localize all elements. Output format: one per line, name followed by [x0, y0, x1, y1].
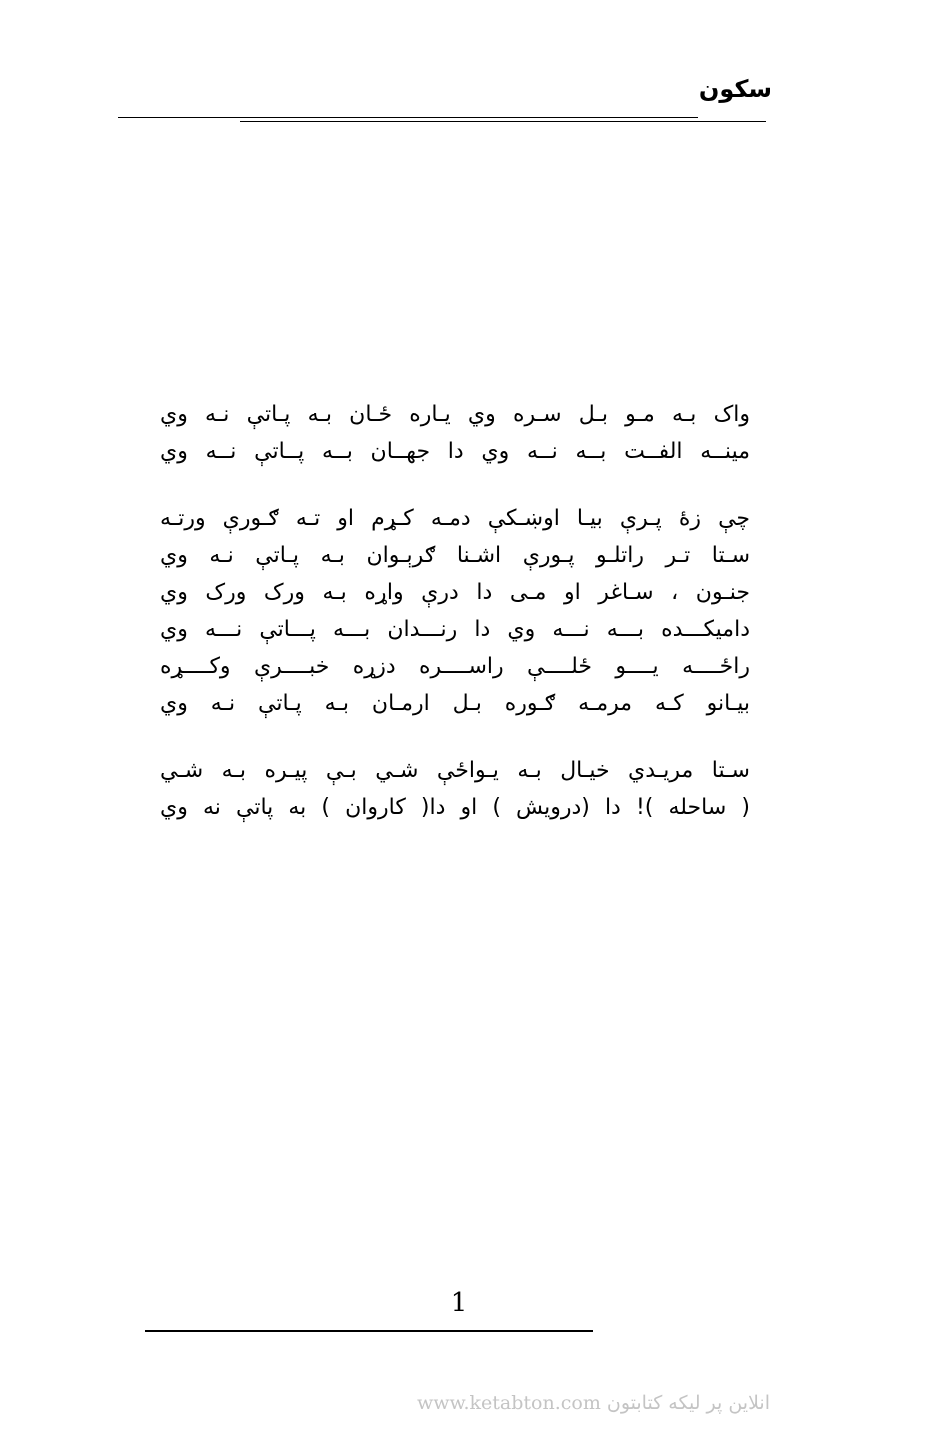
- poem-stanza: [160, 396, 750, 470]
- poem-verse: داميکـــده بـــه نـــه وي دا رنـــدان بـــه پـــاتې نـــه وي: [160, 617, 750, 642]
- poem-stanza: [160, 500, 750, 722]
- page-header-title: سکون: [698, 75, 772, 103]
- poem-verse: ( ساحله )! دا (درويش ) او دا( کاروان ) به پاتې نه وي: [160, 795, 750, 820]
- page-number: 1: [450, 1288, 468, 1318]
- poem-verse: مينــه الفــت بــه نــه وي دا جهــان بــه پــاتې نــه وي: [160, 439, 750, 464]
- poem-verse: راځــــه يــــو ځلــــې راســــره دزړه خبــــرې وکــــړه: [160, 654, 750, 679]
- watermark-text: www.ketabton.com انلاين پر ليکه کتابتون: [416, 1392, 770, 1414]
- poem-verse: سـتا تـر راتلـو پـورې اشـنا ګرېـوان بـه پـاتې نـه وي: [160, 543, 750, 568]
- footer-rule: [145, 1330, 593, 1332]
- poem-verse: چې زۀ پـرې بيـا اوښـکې دمـه کـړم او تـه ګـورې ورتـه: [160, 506, 750, 531]
- header-rule-bottom: [240, 121, 766, 122]
- poem-verse: جنـون ، سـاغر او مـی دا درې واړه بـه ورک ورک وي: [160, 580, 750, 605]
- poem-verse: سـتا مريـدي خيـال بـه يـواځې شـي بـې پيـره بـه شـي: [160, 758, 750, 783]
- poem-stanza: [160, 752, 750, 826]
- header-rule-top: [118, 117, 698, 118]
- poem-verse: واک بـه مـو بـل سـره وي يـاره ځـان بـه پـاتې نـه وي: [160, 402, 750, 427]
- poem-body: [160, 396, 750, 856]
- poem-verse: بيـانو کـه مرمـه ګـوره بـل ارمـان بـه پـاتې نـه وي: [160, 691, 750, 716]
